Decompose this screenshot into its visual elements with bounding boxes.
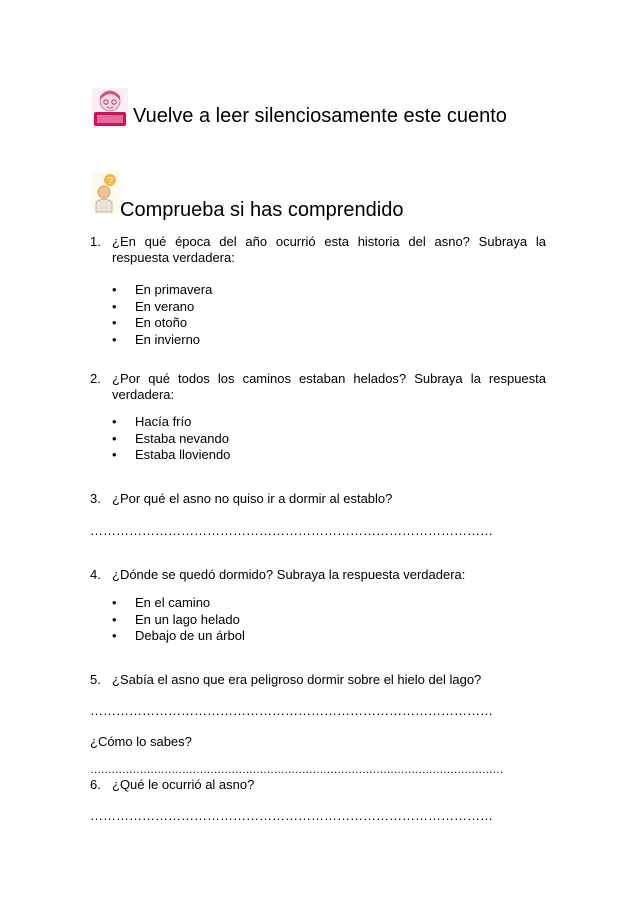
question-6 [90, 777, 546, 793]
question-text: ¿Qué le ocurrió al asno? [112, 777, 255, 792]
question-number: 3. [90, 491, 101, 506]
option-label: Hacía frío [135, 414, 192, 429]
question-3 [90, 491, 546, 507]
list-item[interactable] [112, 595, 245, 612]
bullet-icon: • [112, 447, 117, 462]
list-item[interactable] [112, 282, 212, 299]
list-item[interactable] [112, 628, 245, 645]
answer-options-2 [112, 414, 230, 464]
question-text: ¿Por qué todos los caminos estaban helados? Subraya la respuesta verdadera: [112, 371, 546, 402]
bullet-icon: • [112, 414, 117, 429]
bullet-icon: • [112, 595, 117, 610]
bullet-icon: • [112, 331, 117, 347]
question-text: ¿En qué época del año ocurrió esta historia del asno? Subraya la respuesta verdadera: [112, 234, 546, 265]
question-2 [90, 371, 546, 403]
option-label: Debajo de un árbol [135, 628, 245, 643]
answer-line-5[interactable]: ………………………………………………………………………………… [90, 703, 493, 718]
bullet-icon: • [112, 611, 117, 627]
list-item[interactable] [112, 332, 212, 349]
question-number: 6. [90, 777, 101, 792]
answer-options-1 [112, 282, 212, 348]
followup-question: ¿Cómo lo sabes? [90, 734, 192, 749]
answer-line-3[interactable]: ………………………………………………………………………………… [90, 523, 493, 538]
option-label: Estaba nevando [135, 430, 229, 446]
question-5 [90, 672, 546, 688]
question-number: 2. [90, 371, 101, 386]
svg-text:?: ? [107, 176, 114, 187]
question-text: ¿Sabía el asno que era peligroso dormir sobre el hielo del lago? [112, 672, 482, 687]
bullet-icon: • [112, 315, 117, 330]
list-item[interactable] [112, 299, 212, 316]
option-label: En el camino [135, 595, 211, 610]
answer-options-4 [112, 595, 245, 645]
bullet-icon: • [112, 298, 117, 314]
reread-heading: Vuelve a leer silenciosamente este cuento [133, 105, 507, 127]
bullet-icon: • [112, 430, 117, 446]
question-number: 5. [90, 672, 101, 687]
question-1 [90, 234, 546, 266]
question-text: ¿Dónde se quedó dormido? Subraya la respuesta verdadera: [112, 567, 466, 582]
bullet-icon: • [112, 628, 117, 643]
list-item[interactable] [112, 431, 230, 448]
option-label: En primavera [135, 282, 213, 297]
list-item[interactable] [112, 447, 230, 464]
list-item[interactable] [112, 315, 212, 332]
followup-answer-line[interactable]: ……………………………………………………………………………………………………… [90, 764, 503, 776]
reading-girl-icon [92, 88, 128, 128]
answer-line-6[interactable]: ………………………………………………………………………………… [90, 808, 493, 823]
bullet-icon: • [112, 282, 117, 297]
option-label: En un lago helado [135, 611, 240, 627]
question-mark-thinking-icon [92, 172, 120, 214]
question-number: 4. [90, 567, 101, 582]
list-item[interactable] [112, 414, 230, 431]
question-text: ¿Por qué el asno no quiso ir a dormir al establo? [112, 491, 393, 506]
list-item[interactable] [112, 612, 245, 629]
question-number: 1. [90, 234, 101, 249]
option-label: En verano [135, 298, 195, 314]
option-label: En otoño [135, 315, 188, 330]
question-4 [90, 567, 546, 583]
option-label: En invierno [135, 331, 201, 347]
option-label: Estaba lloviendo [135, 447, 231, 462]
check-heading: Comprueba si has comprendido [120, 199, 404, 221]
